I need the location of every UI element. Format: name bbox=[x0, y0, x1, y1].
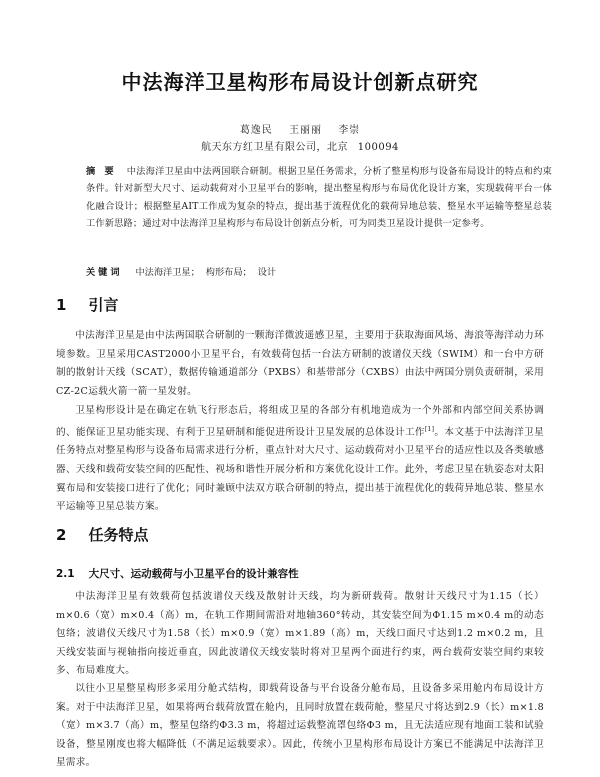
abstract-text: 中法海洋卫星由中法两国联合研制。根据卫星任务需求，分析了整星构形与设备布局设计的特点和约束条件。针对新型大尺寸、运动载荷对小卫星平台的影响，提出整星构形与布局优化设计方案，实现载荷平台一体化融合设计；根据整星AIT工作成为复杂的特点，提出基于流程优化的载荷异地总装、整星水平运输等整星总装工作新思路；通过对中法海洋卫星构形与布局设计创新点分析，可为同类卫星设计提供一定参考。 bbox=[86, 166, 552, 230]
author-list bbox=[0, 121, 600, 136]
keyword: 构形布局； bbox=[205, 267, 252, 278]
abstract bbox=[86, 163, 552, 233]
intro-text-rest: 。本文基于中法海洋卫星任务特点对整星构形与设备布局需求进行分析，重点针对大尺寸、运动载荷对小卫星平台的适应性以及各类敏感器、天线和载荷安装空间的匹配性、视场和谐性开展分析和方案优化设计工作。此外，考虑卫星在轨姿态对太阳翼布局和安装接口进行了优化；同时兼顾中法双方联合研制的特点，提出基于流程优化的载荷异地总装、整星水平运输等卫星总装方案。 bbox=[56, 426, 544, 513]
affiliation-postcode: 100094 bbox=[357, 142, 399, 153]
citation-ref: [1] bbox=[424, 425, 435, 433]
subsection-number: 2.1 bbox=[56, 568, 75, 580]
subsection-title: 大尺寸、运动载荷与小卫星平台的设计兼容性 bbox=[88, 568, 299, 580]
section-number: 2 bbox=[56, 526, 67, 544]
keywords bbox=[86, 264, 552, 278]
affiliation-org: 航天东方红卫星有限公司，北京 bbox=[201, 142, 349, 153]
affiliation bbox=[0, 138, 600, 153]
keyword: 设计 bbox=[257, 267, 277, 278]
task-paragraph-1: 中法海洋卫星有效载荷包括波谱仪天线及散射计天线，均为新研载荷。散射计天线尺寸为1.15（长）m×0.6（宽）m×0.4（高）m，在轨工作期间需沿对地轴360°转动，其安装空间为Φ1.15 m×0.4 m的动态包络；波谱仪天线尺寸为1.58（长）m×0.9（宽）m×1.89（高）m，天线口面尺寸达到1.2 m×0.2 m，且天线安装面与视轴指向接近垂直，因此波谱仪天线安装时将对卫星两个面进行约束，两台载荷安装空间约束较多、布局难度大。 bbox=[56, 591, 544, 677]
subsection-heading-2-1 bbox=[56, 566, 299, 581]
keyword: 中法海洋卫星； bbox=[135, 267, 200, 278]
abstract-label: 摘 要 bbox=[86, 166, 117, 177]
author-name: 王丽丽 bbox=[289, 125, 322, 136]
keywords-label: 关键词 bbox=[86, 267, 123, 278]
section-heading-2 bbox=[56, 524, 148, 545]
intro-paragraph-2 bbox=[56, 402, 544, 517]
author-name: 李崇 bbox=[338, 125, 361, 136]
author-name: 葛逸民 bbox=[239, 125, 273, 136]
paper-title: 中法海洋卫星构形布局设计创新点研究 bbox=[121, 70, 479, 94]
section-title: 任务特点 bbox=[88, 526, 149, 544]
intro-text: 卫星构形设计是在确定在轨飞行形态后，将组成卫星的各部分有机地造成为一个外部和内部空间关系协调的、能保证卫星功能实现、有利于卫星研制和能促进所设计卫星发展的总体设计工作 bbox=[56, 405, 544, 438]
section-heading-1 bbox=[56, 294, 118, 315]
intro-paragraph-1: 中法海洋卫星是由中法两国联合研制的一颗海洋微波遥感卫星，主要用于获取海面风场、海浪等海洋动力环境参数。卫星采用CAST2000小卫星平台，有效载荷包括一台法方研制的波谱仪天线（SWIM）和一台中方研制的散射计天线（SCAT），数据传输通道部分（PXBS）和基带部分（CXBS）由法中两国分别负责研制，采用CZ-2C运载火箭一箭一星发射。 bbox=[56, 330, 544, 397]
section-title: 引言 bbox=[88, 296, 119, 314]
section-number: 1 bbox=[56, 296, 67, 314]
task-paragraph-2: 以往小卫星整星构形多采用分舱式结构，即载荷设备与平台设备分舱布局，且设备多采用舱内布局设计方案。对于中法海洋卫星，如果将两台载荷放置在舱内，且同时放置在载荷舱，整星尺寸将达到2.9（长）m×1.8（宽）m×3.7（高）m，整星包络约Φ3.3 m，将超过运载整流罩包络Φ3 m，且无法适应现有地面工装和试验设备，整星刚度也将大幅降低（不满足运载要求）。因此，传统小卫星构形布局设计方案已不能满足中法海洋卫星需求。 bbox=[56, 683, 544, 769]
